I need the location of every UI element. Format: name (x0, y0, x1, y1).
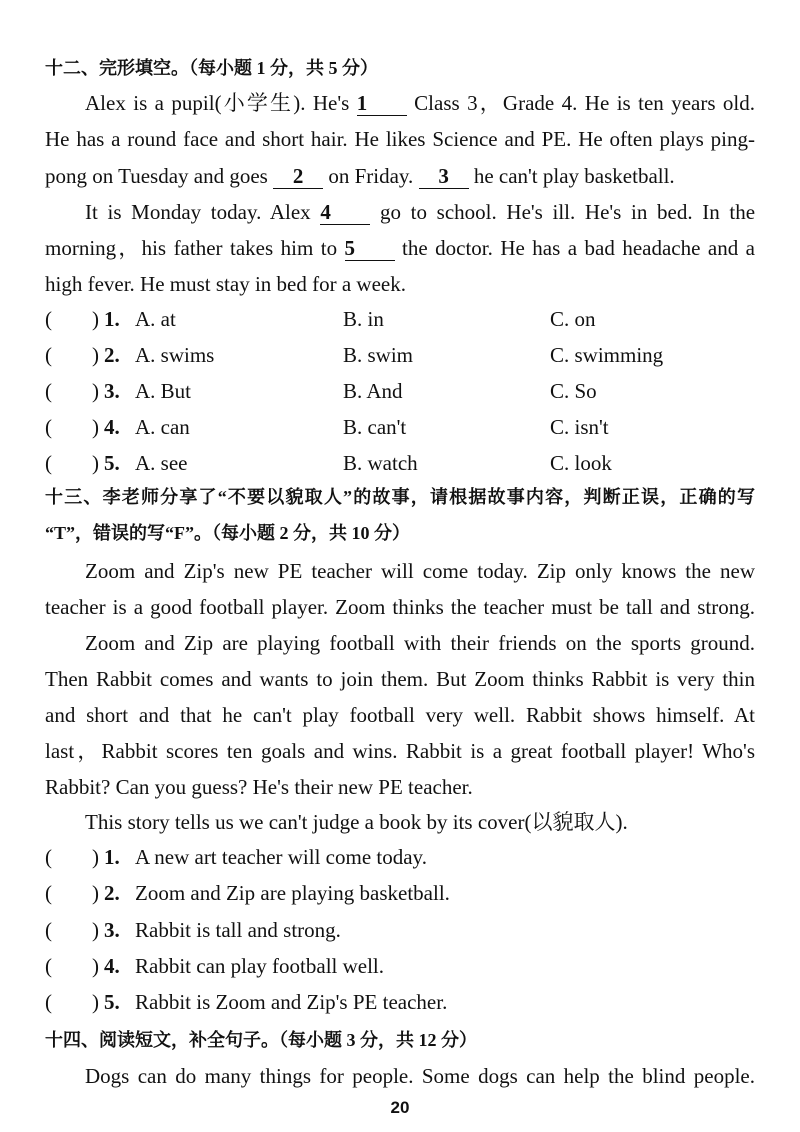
option-a: A. see (135, 451, 188, 475)
true-false-statement-2 (0, 879, 800, 907)
cloze-question-4 (0, 413, 800, 441)
question-number: 5. (104, 451, 120, 475)
answer-bracket-close: ) (92, 451, 99, 475)
option-c: C. swimming (550, 343, 664, 367)
section-14-heading: 十四、阅读短文，补全句子。（每小题 3 分，共 12 分） (45, 1030, 477, 1050)
answer-bracket-close: ) (92, 379, 99, 403)
answer-bracket-close: ) (92, 918, 99, 942)
option-c: C. look (550, 451, 612, 475)
passage-text: morning，his father takes him to (45, 236, 338, 260)
answer-bracket-open: ( (45, 451, 52, 475)
cloze-passage-line (85, 89, 755, 117)
answer-bracket-open: ( (45, 990, 52, 1014)
answer-bracket-open: ( (45, 307, 52, 331)
story-passage-line: teacher is a good football player. Zoom thinks the teacher must be tall and strong. (45, 595, 755, 619)
cloze-blank-1: 1 (357, 92, 407, 116)
passage-text: the doctor. He has a bad headache and a (402, 236, 755, 260)
story-passage-line: This story tells us we can't judge a book by its cover(以貌取人). (85, 810, 628, 834)
answer-bracket-open: ( (45, 379, 52, 403)
question-number: 2. (104, 343, 120, 367)
story-passage-line: and short and that he can't play football very well. Rabbit shows himself. At (45, 703, 755, 727)
option-b: B. swim (343, 343, 414, 367)
answer-bracket-close: ) (92, 307, 99, 331)
cloze-passage-line (85, 198, 755, 226)
option-b: B. watch (343, 451, 418, 475)
story-passage-line: Then Rabbit comes and wants to join them. But Zoom thinks Rabbit is very thin (45, 667, 755, 691)
cloze-passage-line (45, 162, 755, 190)
option-b: B. can't (343, 415, 407, 439)
passage-text: pong on Tuesday and goes (45, 164, 268, 188)
passage-text: on Friday. (328, 164, 414, 188)
passage-text: he can't play basketball. (473, 164, 675, 188)
answer-bracket-close: ) (92, 845, 99, 869)
option-a: A. at (135, 307, 176, 331)
statement-number: 3. (104, 918, 120, 942)
cloze-blank-4: 4 (320, 201, 370, 225)
answer-bracket-open: ( (45, 918, 52, 942)
story-passage-line: Zoom and Zip's new PE teacher will come today. Zip only knows the new (85, 559, 755, 583)
cloze-passage-line: He has a round face and short hair. He likes Science and PE. He often plays ping- (45, 127, 755, 151)
true-false-statement-4 (0, 952, 800, 980)
cloze-question-5 (0, 449, 800, 477)
option-c: C. isn't (550, 415, 609, 439)
answer-bracket-open: ( (45, 845, 52, 869)
cloze-passage-line (45, 234, 755, 262)
question-number: 4. (104, 415, 120, 439)
answer-bracket-open: ( (45, 415, 52, 439)
option-b: B. And (343, 379, 403, 403)
cloze-blank-3: 3 (419, 165, 469, 189)
answer-bracket-open: ( (45, 881, 52, 905)
reading-passage-line: Dogs can do many things for people. Some dogs can help the blind people. (85, 1064, 755, 1088)
statement-text: Rabbit is tall and strong. (135, 918, 341, 942)
cloze-blank-2: 2 (273, 165, 323, 189)
statement-number: 1. (104, 845, 120, 869)
cloze-blank-5: 5 (345, 237, 395, 261)
story-passage-line: Zoom and Zip are playing football with their friends on the sports ground. (85, 631, 755, 655)
statement-text: A new art teacher will come today. (135, 845, 427, 869)
statement-number: 5. (104, 990, 120, 1014)
story-passage-line: last，Rabbit scores ten goals and wins. Rabbit is a great football player! Who's (45, 739, 755, 763)
answer-bracket-close: ) (92, 415, 99, 439)
true-false-statement-1 (0, 843, 800, 871)
question-number: 3. (104, 379, 120, 403)
option-b: B. in (343, 307, 384, 331)
cloze-question-1 (0, 305, 800, 333)
statement-number: 4. (104, 954, 120, 978)
passage-text: Class 3，Grade 4. He is ten years old. (414, 91, 755, 115)
statement-text: Zoom and Zip are playing basketball. (135, 881, 450, 905)
statement-text: Rabbit is Zoom and Zip's PE teacher. (135, 990, 448, 1014)
passage-text: go to school. He's ill. He's in bed. In the (380, 200, 755, 224)
section-13-heading: 十三、李老师分享了“不要以貌取人”的故事，请根据故事内容，判断正误，正确的写 (45, 487, 755, 507)
story-passage-line: Rabbit? Can you guess? He's their new PE teacher. (45, 775, 473, 799)
option-c: C. on (550, 307, 596, 331)
cloze-question-2 (0, 341, 800, 369)
answer-bracket-close: ) (92, 990, 99, 1014)
section-12-heading: 十二、完形填空。（每小题 1 分，共 5 分） (45, 58, 378, 78)
passage-text: Alex is a pupil(小学生). He's (85, 91, 350, 115)
page-number: 20 (390, 1098, 410, 1117)
true-false-statement-3 (0, 916, 800, 944)
answer-bracket-close: ) (92, 881, 99, 905)
question-number: 1. (104, 307, 120, 331)
section-13-heading-continued: “T”，错误的写“F”。（每小题 2 分，共 10 分） (45, 523, 410, 543)
answer-bracket-open: ( (45, 343, 52, 367)
statement-number: 2. (104, 881, 120, 905)
answer-bracket-close: ) (92, 343, 99, 367)
answer-bracket-open: ( (45, 954, 52, 978)
option-a: A. swims (135, 343, 215, 367)
option-a: A. can (135, 415, 190, 439)
option-c: C. So (550, 379, 597, 403)
option-a: A. But (135, 379, 192, 403)
statement-text: Rabbit can play football well. (135, 954, 385, 978)
answer-bracket-close: ) (92, 954, 99, 978)
passage-text: It is Monday today. Alex (85, 200, 311, 224)
cloze-question-3 (0, 377, 800, 405)
cloze-passage-line: high fever. He must stay in bed for a week. (45, 272, 406, 296)
true-false-statement-5 (0, 988, 800, 1016)
